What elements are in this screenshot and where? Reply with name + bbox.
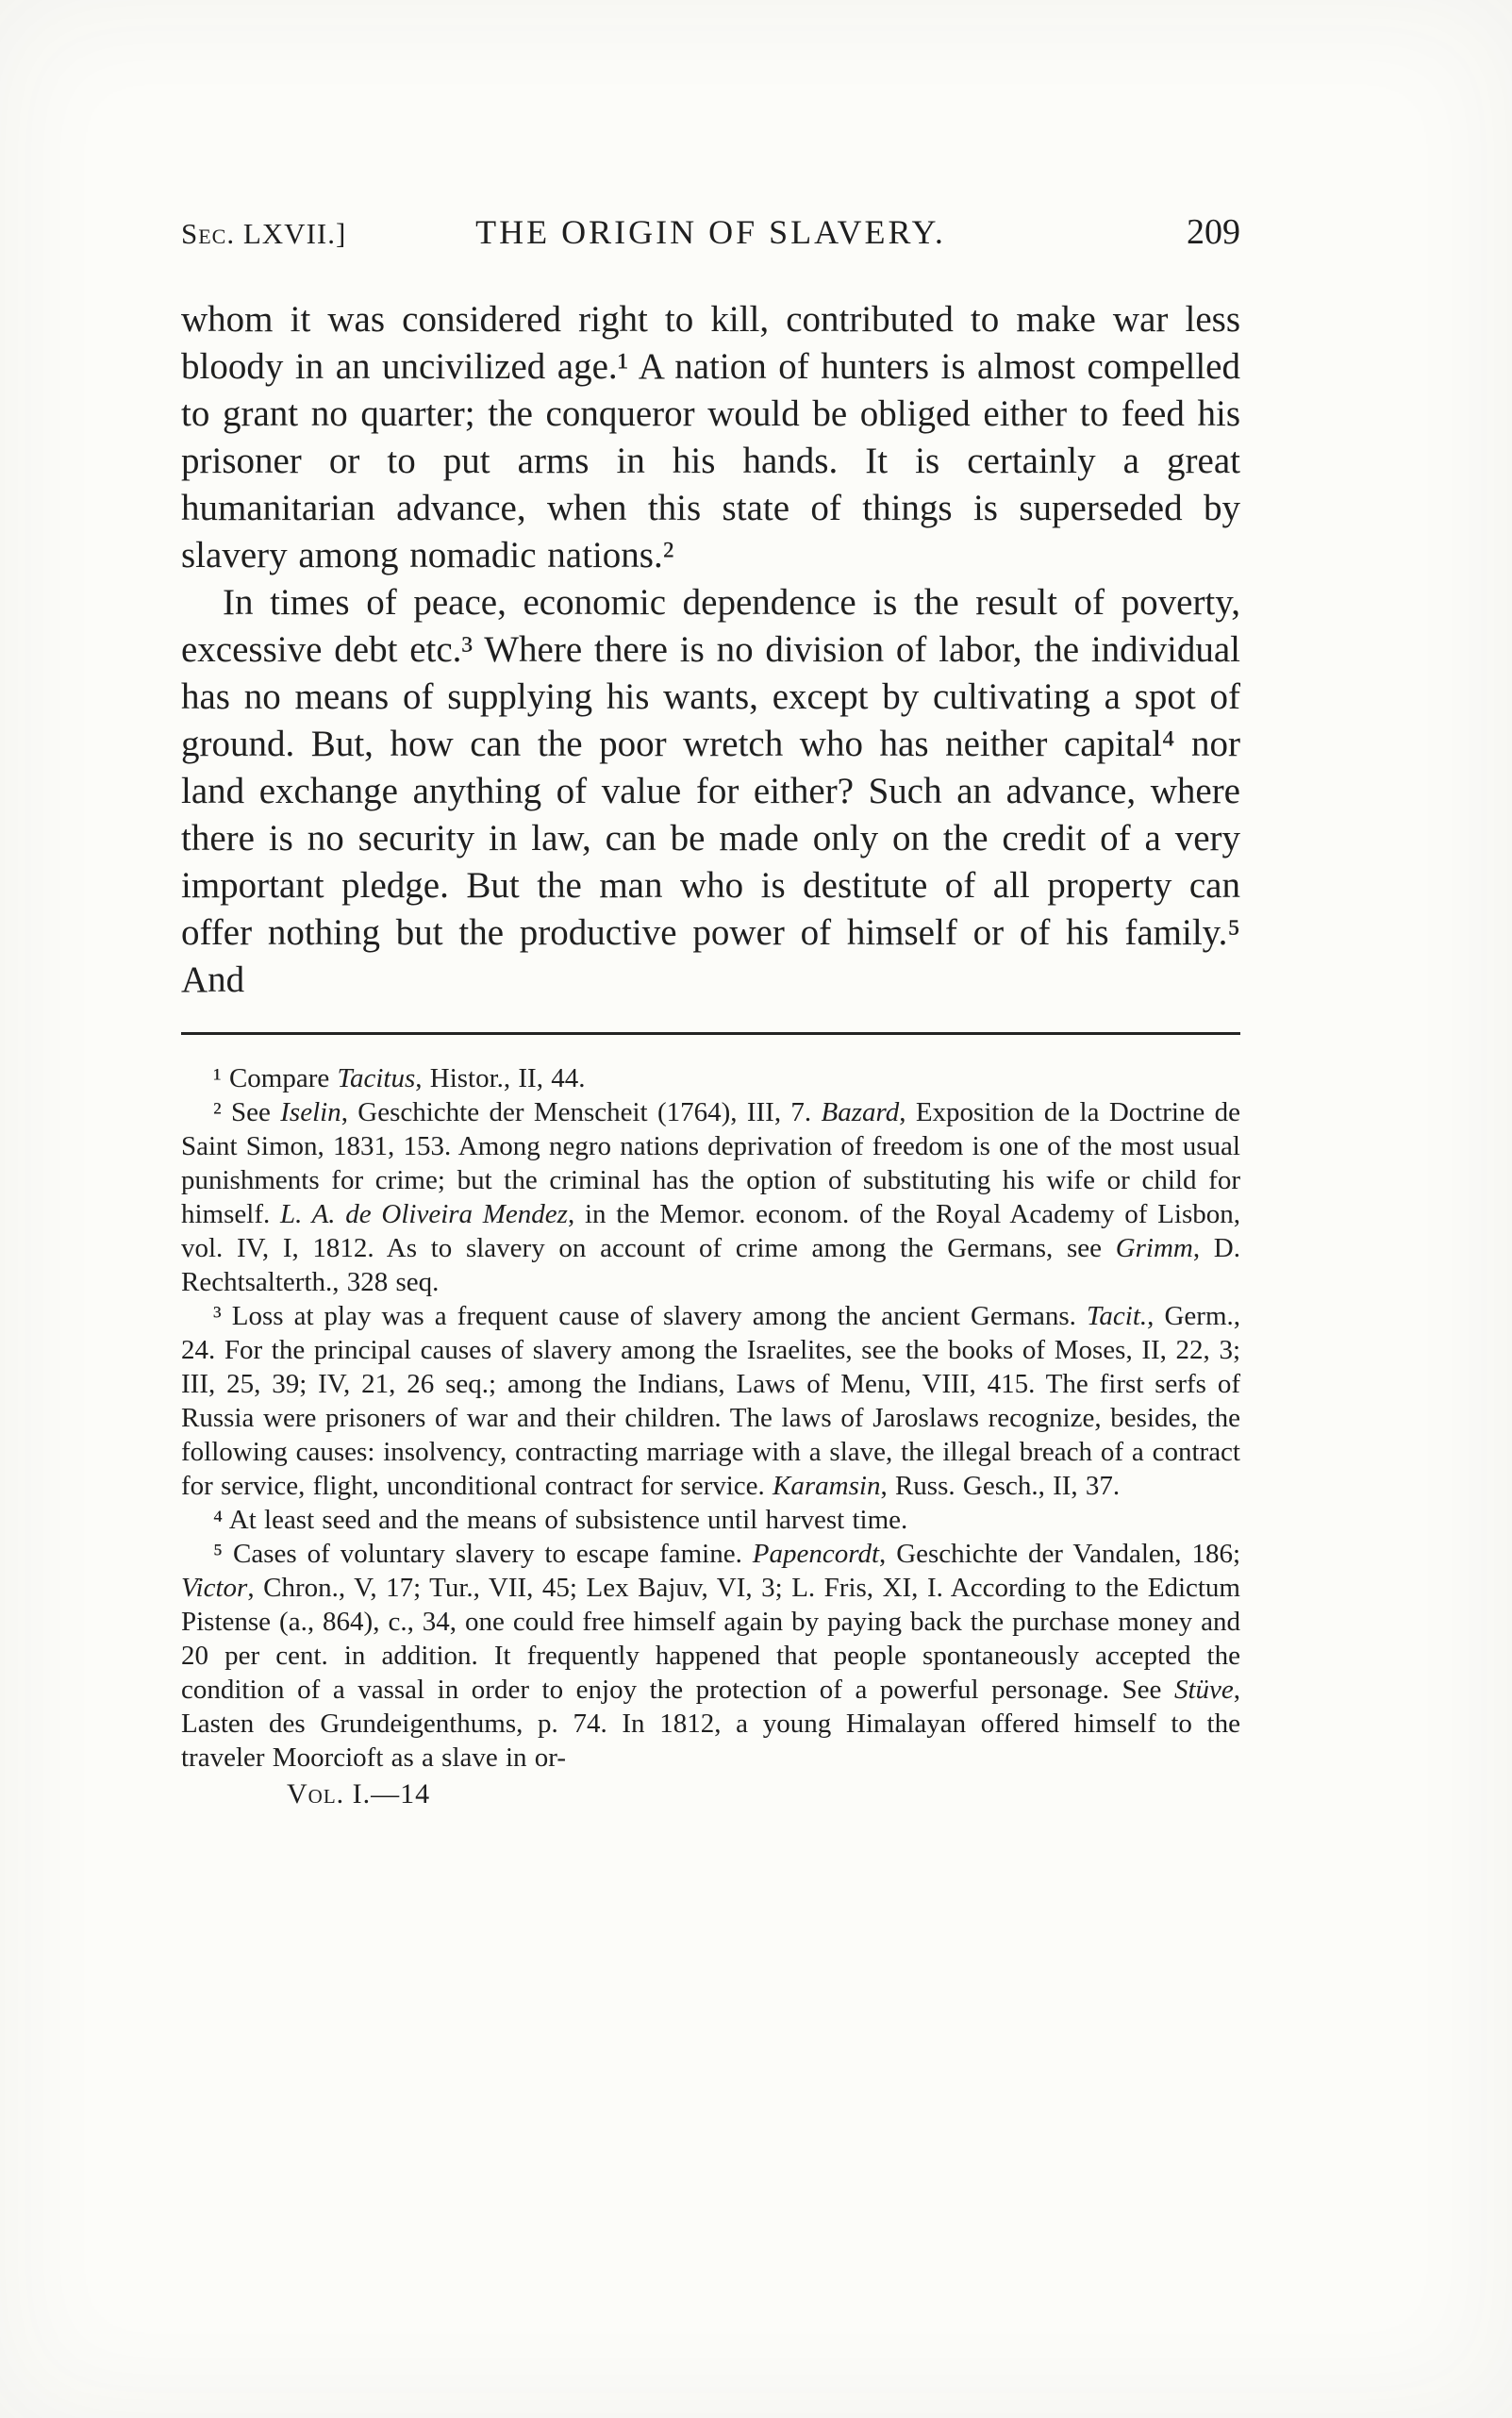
volume-footer: Vol. I.—14 bbox=[287, 1778, 431, 1809]
footnotes-section bbox=[181, 1061, 1240, 1775]
page-number: 209 bbox=[1187, 212, 1240, 252]
footnote-divider bbox=[181, 1032, 1240, 1035]
body-text bbox=[181, 296, 1240, 1004]
section-label: Sec. LXVII.] bbox=[181, 217, 347, 250]
body-paragraph-2: In times of peace, economic dependence is the result of poverty, excessive debt etc.³ Where there is no division of labor, the individual has no means of supplying his wants, except by cultivating a spot of ground. But, how can the poor wretch who has neither capital⁴ nor land exchange anything of value for either? Such an advance, where there is no security in law, can be made only on the credit of a very important pledge. But the man who is destitute of all property can offer nothing but the productive power of himself or of his family.⁵ And bbox=[181, 582, 1240, 1000]
footnote-3: ³ Loss at play was a frequent cause of slavery among the ancient Germans. Tacit., Germ., 24. For the principal causes of slavery among the Israelites, see the books of Moses, II, 22, 3; III, 25, 39; IV, 21, 26 seq.; among the Indians, Laws of Menu, VIII, 415. The first serfs of Russia were prisoners of war and their children. The laws of Jaroslaws recognize, besides, the following causes: insolvency, contracting marriage with a slave, the illegal breach of a contract for service, flight, unconditional contract for service. Karamsin, Russ. Gesch., II, 37. bbox=[181, 1301, 1241, 1501]
footnote-5: ⁵ Cases of voluntary slavery to escape famine. Papencordt, Geschichte der Vandalen, 186; Victor, Chron., V, 17; Tur., VII, 45; Lex Bajuv, VI, 3; L. Fris, XI, I. According to the Edictum Pistense (a., 864), c., 34, one could free himself again by paying back the purchase money and 20 per cent. in addition. It frequently happened that people spontaneously accepted the condition of a vassal in order to enjoy the protection of a powerful personage. See Stüve, Lasten des Grundeigenthums, p. 74. In 1812, a young Himalayan offered himself to the traveler Moorcioft as a slave in or- bbox=[181, 1539, 1240, 1773]
footnote-4: ⁴ At least seed and the means of subsistence until harvest time. bbox=[213, 1505, 908, 1535]
footnote-1: ¹ Compare Tacitus, Histor., II, 44. bbox=[213, 1063, 586, 1093]
body-paragraph-1: whom it was considered right to kill, contributed to make war less bloody in an uncivilized age.¹ A nation of hunters is almost compelled to grant no quarter; the conqueror would be obliged either to feed his prisoner or to put arms in his hands. It is certainly a great humanitarian advance, when this state of things is superseded by slavery among nomadic nations.² bbox=[181, 299, 1240, 575]
page-header bbox=[181, 211, 1240, 253]
page-title: THE ORIGIN OF SLAVERY. bbox=[475, 213, 946, 251]
footnote-2: ² See Iselin, Geschichte der Menscheit (1764), III, 7. Bazard, Exposition de la Doctrine de Saint Simon, 1831, 153. Among negro nations deprivation of freedom is one of the most usual punishments for crime; but the criminal has the option of substituting his wife or child for himself. L. A. de Oliveira Mendez, in the Memor. econom. of the Royal Academy of Lisbon, vol. IV, I, 1812. As to slavery on account of crime among the Germans, see Grimm, D. Rechtsalterth., 328 seq. bbox=[181, 1097, 1241, 1297]
page-content bbox=[181, 211, 1240, 1810]
